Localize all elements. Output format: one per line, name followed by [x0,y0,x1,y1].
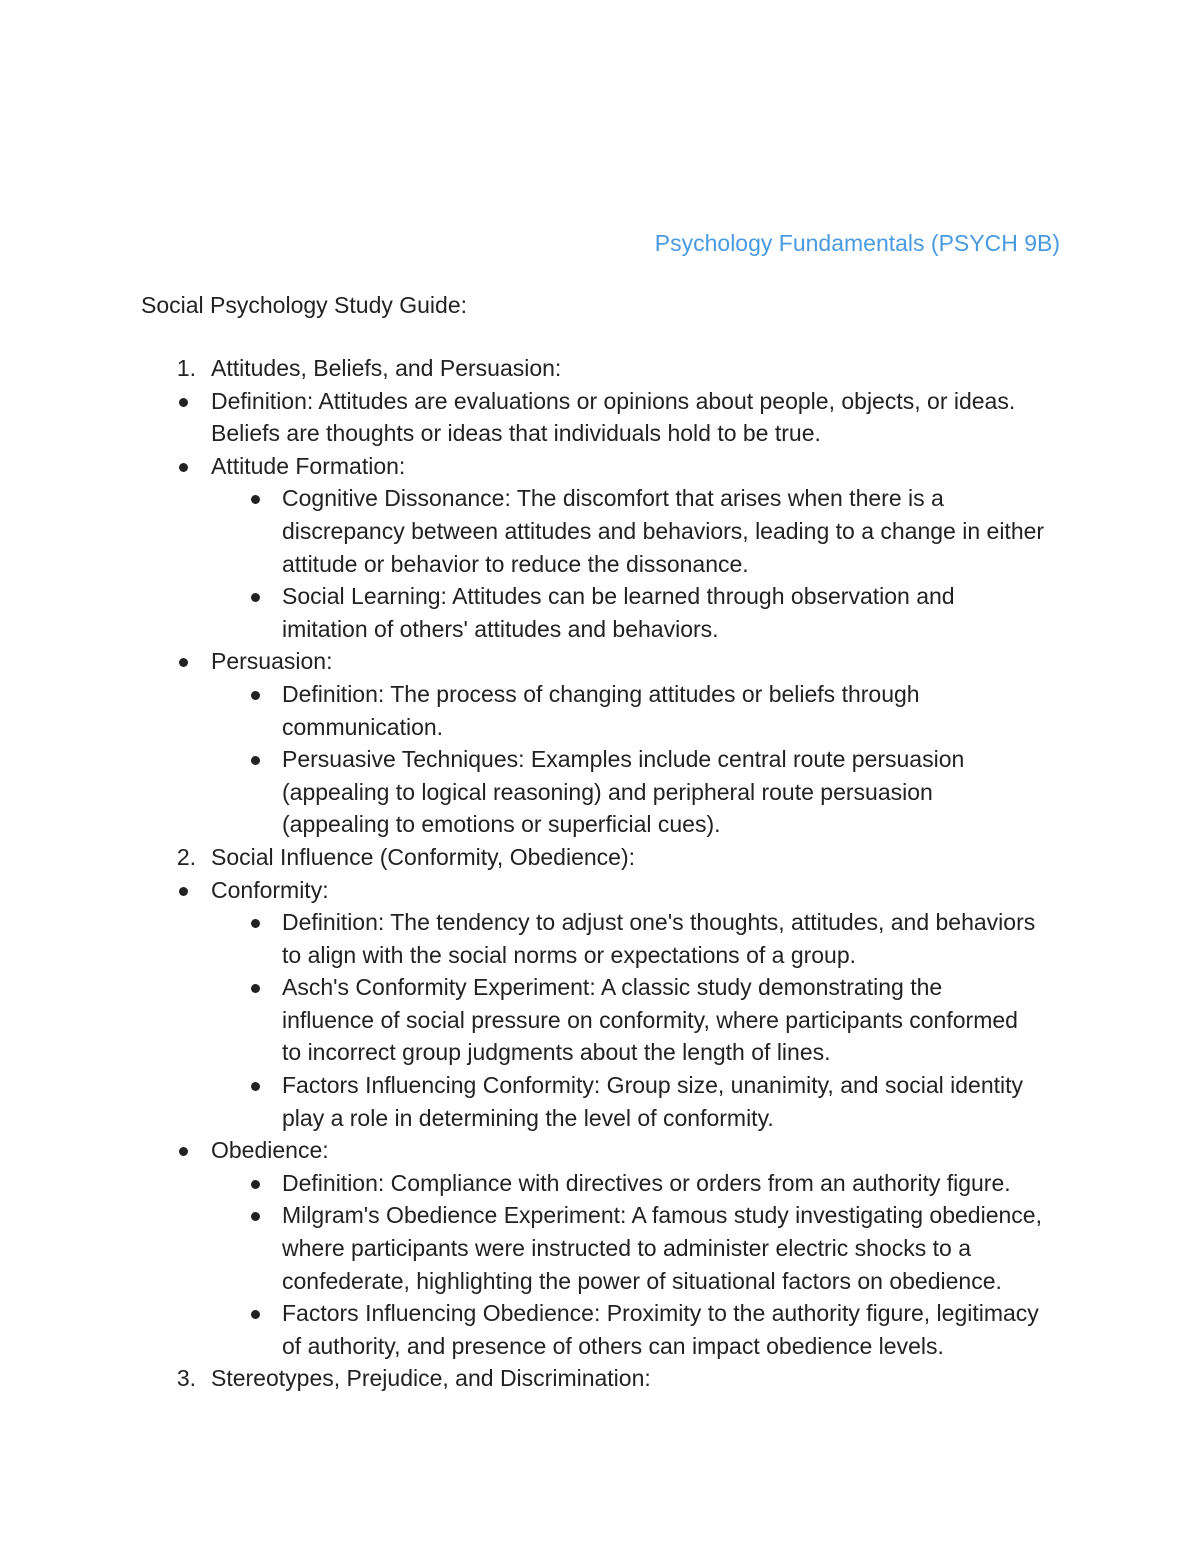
list-item [0,1199,1200,1232]
list-item [0,1134,1200,1167]
list-item [0,1167,1200,1200]
list-item [0,613,1200,646]
bullet-icon [251,1180,260,1189]
list-item-text: play a role in determining the level of conformity. [282,1104,774,1131]
bullet-icon [251,593,260,602]
list-item [0,1004,1200,1037]
list-item-text: Milgram's Obedience Experiment: A famous study investigating obedience, [282,1202,1042,1229]
list-item-text: influence of social pressure on conformity, where participants conformed [282,1006,1018,1033]
list-item [0,1069,1200,1102]
list-item-text: confederate, highlighting the power of situational factors on obedience. [282,1267,1002,1294]
bullet-icon [179,463,188,472]
list-item [0,450,1200,483]
list-number: 3. [176,1365,196,1392]
bullet-icon [251,984,260,993]
list-item-text: Persuasion: [211,648,333,675]
list-item [0,548,1200,581]
course-header: Psychology Fundamentals (PSYCH 9B) [654,230,1060,256]
list-item [0,776,1200,809]
list-number: 2. [176,843,196,870]
bullet-icon [179,658,188,667]
list-item-text: attitude or behavior to reduce the dissonance. [282,550,749,577]
list-item-text: Beliefs are thoughts or ideas that individuals hold to be true. [211,420,821,447]
study-guide-content [0,352,1200,1395]
list-item [0,743,1200,776]
list-item-text: Definition: Compliance with directives or orders from an authority figure. [282,1169,1011,1196]
list-item-text: (appealing to emotions or superficial cues). [282,811,721,838]
bullet-icon [251,691,260,700]
list-item-text: Social Learning: Attitudes can be learned through observation and [282,583,955,610]
list-item-text: Persuasive Techniques: Examples include central route persuasion [282,746,965,773]
list-item [0,1232,1200,1265]
bullet-icon [251,495,260,504]
list-item-text: to align with the social norms or expectations of a group. [282,941,857,968]
list-item [0,515,1200,548]
list-item [0,906,1200,939]
list-item-text: imitation of others' attitudes and behaviors. [282,615,719,642]
list-item [0,678,1200,711]
list-item [0,711,1200,744]
list-item [0,1102,1200,1135]
list-item-text: Social Influence (Conformity, Obedience): [211,843,635,870]
list-item-text: Factors Influencing Conformity: Group size, unanimity, and social identity [282,1072,1024,1099]
list-item [0,841,1200,874]
list-item [0,1265,1200,1298]
list-item [0,874,1200,907]
document-title: Social Psychology Study Guide: [141,292,468,318]
list-item [0,939,1200,972]
list-item [0,385,1200,418]
bullet-icon [251,919,260,928]
list-item-text: Attitudes, Beliefs, and Persuasion: [211,355,562,381]
list-item [0,1297,1200,1330]
list-item-text: Definition: The tendency to adjust one's thoughts, attitudes, and behaviors [282,909,1036,936]
list-item [0,1330,1200,1363]
bullet-icon [179,887,188,896]
list-item [0,580,1200,613]
bullet-icon [251,756,260,765]
bullet-icon [179,398,188,407]
list-item-text: communication. [282,713,444,740]
list-item [0,1036,1200,1069]
list-item-text: Stereotypes, Prejudice, and Discrimination: [211,1365,651,1392]
list-item-text: where participants were instructed to administer electric shocks to a [282,1235,972,1262]
list-item-text: Attitude Formation: [211,452,406,479]
list-item-text: Obedience: [211,1137,329,1164]
list-item-text: Cognitive Dissonance: The discomfort that arises when there is a [282,485,944,512]
list-item-text: to incorrect group judgments about the length of lines. [282,1039,831,1066]
list-item [0,482,1200,515]
list-item [0,971,1200,1004]
list-item-text: Asch's Conformity Experiment: A classic study demonstrating the [282,974,943,1001]
list-item [0,645,1200,678]
list-item [0,352,1200,385]
list-item-text: of authority, and presence of others can impact obedience levels. [282,1332,944,1359]
list-item-text: Definition: Attitudes are evaluations or opinions about people, objects, or ideas. [211,387,1016,414]
list-item-text: Factors Influencing Obedience: Proximity to the authority figure, legitimacy [282,1300,1039,1327]
list-item [0,417,1200,450]
list-item-text: Definition: The process of changing attitudes or beliefs through [282,680,920,707]
bullet-icon [251,1082,260,1091]
list-item-text: discrepancy between attitudes and behaviors, leading to a change in either [282,517,1045,544]
list-item-text: (appealing to logical reasoning) and peripheral route persuasion [282,778,933,805]
list-item-text: Conformity: [211,876,329,903]
list-item [0,808,1200,841]
bullet-icon [251,1212,260,1221]
bullet-icon [251,1310,260,1319]
bullet-icon [179,1147,188,1156]
list-number: 1. [176,355,196,381]
list-item [0,1362,1200,1395]
